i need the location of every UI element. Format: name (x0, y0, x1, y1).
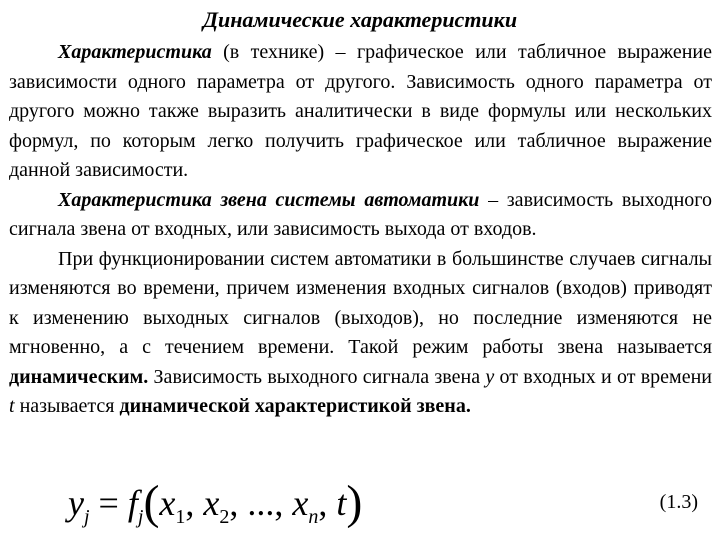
formula-separator-1: , (185, 483, 204, 523)
paragraph-link-text: – зависимость выходного сигнала звена от входных, или зависимость выхода от входов. (9, 188, 712, 240)
term-characteristic: Характеристика (58, 41, 212, 63)
body-text (9, 38, 712, 422)
term-dynamic-characteristic: динамической характеристикой звена (119, 395, 466, 417)
formula-x1: x (159, 483, 176, 523)
formula-xn: x (292, 483, 309, 523)
paragraph-dynamic-text-3: от входных и от времени (494, 365, 712, 388)
term-link-characteristic: Характеристика звена системы автоматики (58, 188, 480, 211)
formula-x1-subscript: 1 (175, 506, 186, 528)
variable-t: t (9, 395, 15, 417)
paragraph-dynamic-text-4: называется (14, 395, 120, 417)
formula (68, 475, 362, 531)
formula-x2-subscript: 2 (219, 506, 230, 528)
formula-x2: x (203, 483, 220, 523)
equation-number: (1.3) (659, 491, 698, 513)
formula-separator-3: , (318, 483, 337, 523)
paragraph-dynamic-mode (9, 245, 712, 422)
formula-lhs: y (68, 483, 84, 523)
formula-open-paren: ( (143, 476, 160, 529)
paragraph-dynamic-text-1: При функционировании систем автоматики в большинстве случаев сигналы изменяются во времени, причем изменения входных сигналов (входов) приводят к изменению выходных сигналов (выходов), но последние изменяются не мгновенно, а с течением времени. Такой режим работы звена называется (9, 247, 712, 358)
formula-function-subscript: j (137, 506, 144, 528)
paragraph-definition (9, 38, 712, 186)
paragraph-definition-text: (в технике) – графическое или табличное выражение зависимости одного параметра от другого. Зависимость одного параметра от другого можно также выразить аналитически в виде формулы или нескольких формул, по которым легко получить графическое или табличное выражение данной зависимости. (9, 41, 712, 181)
formula-xn-subscript: n (308, 506, 319, 528)
formula-close-paren: ) (346, 476, 363, 529)
formula-function: f (127, 483, 138, 523)
formula-equals: = (89, 483, 128, 523)
term-dynamic: динамическим. (9, 365, 149, 388)
formula-t: t (336, 483, 347, 523)
variable-y: y (485, 365, 495, 388)
paragraph-dynamic-end: . (465, 395, 471, 417)
paragraph-link-characteristic (9, 186, 712, 245)
page-title: Динамические характеристики (202, 7, 518, 32)
formula-separator-2: , ..., (229, 483, 293, 523)
paragraph-dynamic-text-2: Зависимость выходного сигнала звена (148, 365, 486, 388)
formula-lhs-subscript: j (83, 506, 90, 528)
